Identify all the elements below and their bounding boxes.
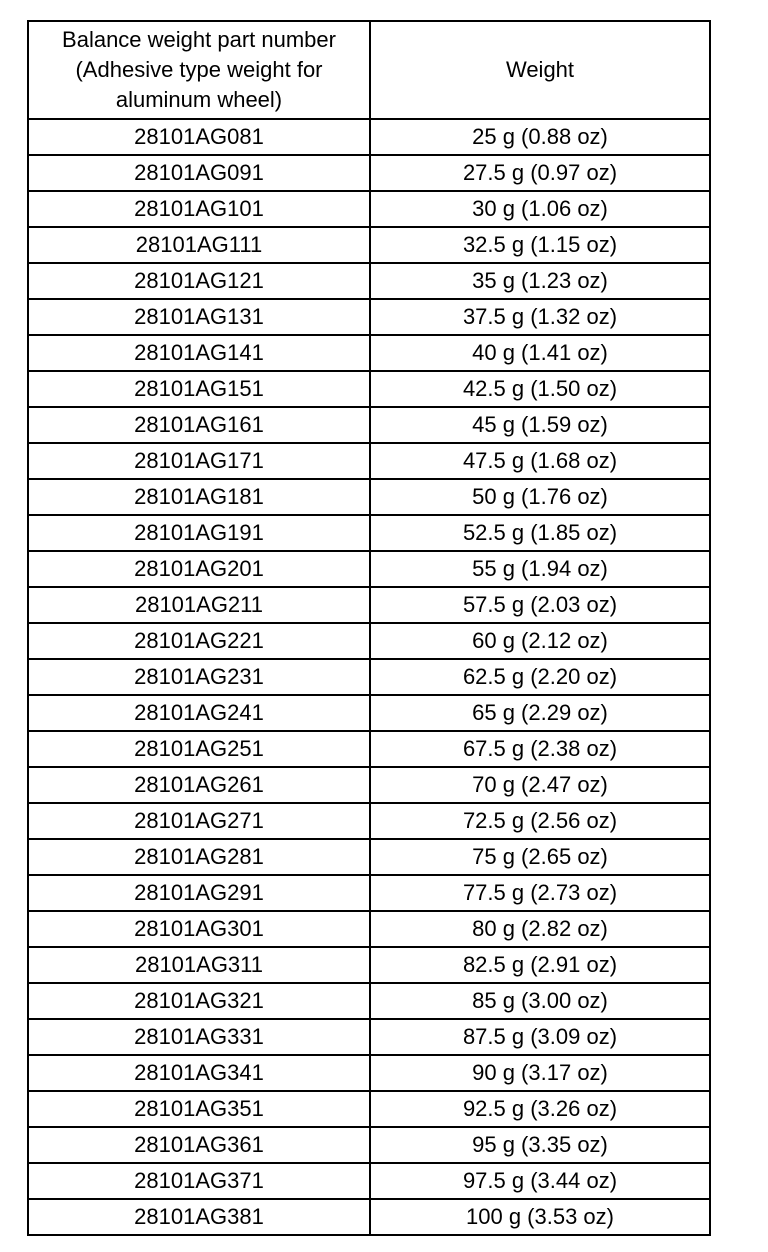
table-row xyxy=(28,803,710,839)
table-row xyxy=(28,947,710,983)
part-number-cell: 28101AG111 xyxy=(28,227,370,263)
table-row xyxy=(28,983,710,1019)
table-row xyxy=(28,767,710,803)
table-row xyxy=(28,335,710,371)
weight-cell: 35 g (1.23 oz) xyxy=(370,263,710,299)
table-row xyxy=(28,911,710,947)
table-row xyxy=(28,443,710,479)
part-number-cell: 28101AG301 xyxy=(28,911,370,947)
part-number-cell: 28101AG331 xyxy=(28,1019,370,1055)
weight-cell: 37.5 g (1.32 oz) xyxy=(370,299,710,335)
part-number-cell: 28101AG121 xyxy=(28,263,370,299)
weight-cell: 100 g (3.53 oz) xyxy=(370,1199,710,1235)
weight-cell: 25 g (0.88 oz) xyxy=(370,119,710,155)
table-row xyxy=(28,371,710,407)
weight-cell: 42.5 g (1.50 oz) xyxy=(370,371,710,407)
weight-cell: 95 g (3.35 oz) xyxy=(370,1127,710,1163)
weight-cell: 65 g (2.29 oz) xyxy=(370,695,710,731)
weight-cell: 52.5 g (1.85 oz) xyxy=(370,515,710,551)
weight-cell: 87.5 g (3.09 oz) xyxy=(370,1019,710,1055)
table-row xyxy=(28,875,710,911)
table-row xyxy=(28,299,710,335)
part-number-cell: 28101AG231 xyxy=(28,659,370,695)
weight-cell: 32.5 g (1.15 oz) xyxy=(370,227,710,263)
part-number-cell: 28101AG171 xyxy=(28,443,370,479)
part-number-cell: 28101AG261 xyxy=(28,767,370,803)
part-number-cell: 28101AG311 xyxy=(28,947,370,983)
table-row xyxy=(28,1091,710,1127)
weight-cell: 72.5 g (2.56 oz) xyxy=(370,803,710,839)
part-number-cell: 28101AG291 xyxy=(28,875,370,911)
part-number-cell: 28101AG271 xyxy=(28,803,370,839)
weight-cell: 70 g (2.47 oz) xyxy=(370,767,710,803)
part-number-cell: 28101AG131 xyxy=(28,299,370,335)
part-number-cell: 28101AG321 xyxy=(28,983,370,1019)
part-number-cell: 28101AG381 xyxy=(28,1199,370,1235)
weight-cell: 85 g (3.00 oz) xyxy=(370,983,710,1019)
header-line: (Adhesive type weight for xyxy=(75,57,323,82)
table-header xyxy=(28,21,710,119)
part-number-cell: 28101AG281 xyxy=(28,839,370,875)
table-row xyxy=(28,515,710,551)
weight-cell: 45 g (1.59 oz) xyxy=(370,407,710,443)
table-row xyxy=(28,407,710,443)
weight-cell: 97.5 g (3.44 oz) xyxy=(370,1163,710,1199)
weight-cell: 82.5 g (2.91 oz) xyxy=(370,947,710,983)
part-number-cell: 28101AG101 xyxy=(28,191,370,227)
column-header-weight: Weight xyxy=(370,21,710,119)
weight-cell: 67.5 g (2.38 oz) xyxy=(370,731,710,767)
part-number-cell: 28101AG351 xyxy=(28,1091,370,1127)
balance-weight-table xyxy=(27,20,711,1236)
weight-cell: 50 g (1.76 oz) xyxy=(370,479,710,515)
table-row xyxy=(28,119,710,155)
table-row xyxy=(28,263,710,299)
table-row xyxy=(28,1055,710,1091)
table-row xyxy=(28,731,710,767)
table-row xyxy=(28,659,710,695)
weight-cell: 75 g (2.65 oz) xyxy=(370,839,710,875)
table-row xyxy=(28,587,710,623)
table-row xyxy=(28,479,710,515)
part-number-cell: 28101AG191 xyxy=(28,515,370,551)
table-row xyxy=(28,155,710,191)
table-row xyxy=(28,695,710,731)
part-number-cell: 28101AG141 xyxy=(28,335,370,371)
table-row xyxy=(28,1163,710,1199)
weight-cell: 30 g (1.06 oz) xyxy=(370,191,710,227)
table-row xyxy=(28,623,710,659)
part-number-cell: 28101AG341 xyxy=(28,1055,370,1091)
balance-weight-table-container xyxy=(27,20,711,1236)
table-row xyxy=(28,1127,710,1163)
header-row xyxy=(28,21,710,119)
table-row xyxy=(28,839,710,875)
table-body xyxy=(28,119,710,1235)
weight-cell: 77.5 g (2.73 oz) xyxy=(370,875,710,911)
table-row xyxy=(28,1199,710,1235)
weight-cell: 57.5 g (2.03 oz) xyxy=(370,587,710,623)
weight-cell: 90 g (3.17 oz) xyxy=(370,1055,710,1091)
part-number-cell: 28101AG151 xyxy=(28,371,370,407)
part-number-cell: 28101AG201 xyxy=(28,551,370,587)
column-header-part-number xyxy=(28,21,370,119)
weight-cell: 62.5 g (2.20 oz) xyxy=(370,659,710,695)
part-number-cell: 28101AG081 xyxy=(28,119,370,155)
part-number-cell: 28101AG161 xyxy=(28,407,370,443)
part-number-cell: 28101AG221 xyxy=(28,623,370,659)
weight-cell: 92.5 g (3.26 oz) xyxy=(370,1091,710,1127)
part-number-cell: 28101AG241 xyxy=(28,695,370,731)
table-row xyxy=(28,1019,710,1055)
weight-cell: 60 g (2.12 oz) xyxy=(370,623,710,659)
header-line: Balance weight part number xyxy=(62,27,336,52)
part-number-cell: 28101AG251 xyxy=(28,731,370,767)
part-number-cell: 28101AG361 xyxy=(28,1127,370,1163)
header-line: aluminum wheel) xyxy=(115,87,283,112)
table-row xyxy=(28,227,710,263)
weight-cell: 80 g (2.82 oz) xyxy=(370,911,710,947)
part-number-cell: 28101AG211 xyxy=(28,587,370,623)
table-row xyxy=(28,551,710,587)
table-row xyxy=(28,191,710,227)
weight-cell: 27.5 g (0.97 oz) xyxy=(370,155,710,191)
part-number-cell: 28101AG181 xyxy=(28,479,370,515)
weight-cell: 40 g (1.41 oz) xyxy=(370,335,710,371)
part-number-cell: 28101AG091 xyxy=(28,155,370,191)
weight-cell: 55 g (1.94 oz) xyxy=(370,551,710,587)
part-number-cell: 28101AG371 xyxy=(28,1163,370,1199)
weight-cell: 47.5 g (1.68 oz) xyxy=(370,443,710,479)
